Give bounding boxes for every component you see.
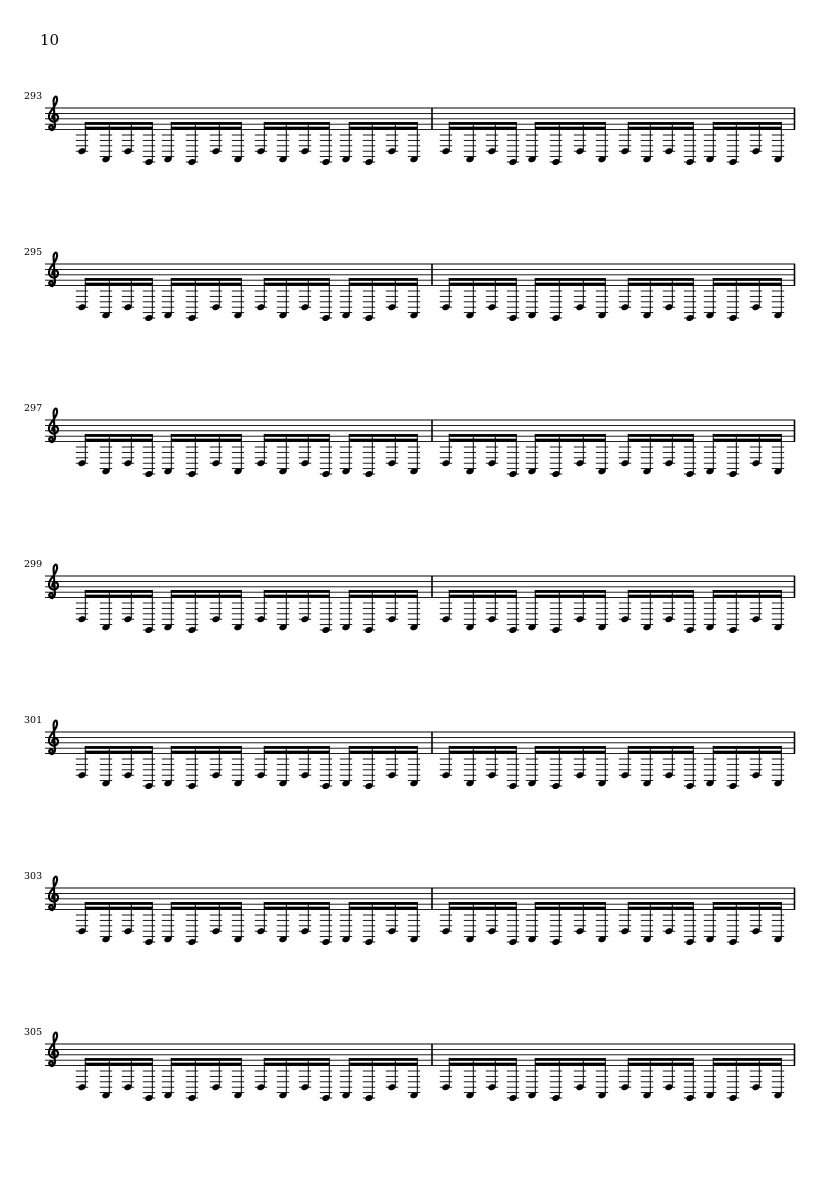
beam [535, 278, 606, 281]
beam [264, 751, 330, 754]
beam [628, 746, 694, 749]
beam [264, 439, 330, 442]
beam [85, 1058, 153, 1061]
beam [535, 1063, 606, 1066]
beam [171, 902, 242, 905]
beam [171, 127, 242, 130]
beam [713, 902, 782, 905]
beam [535, 1058, 606, 1061]
beam [535, 439, 606, 442]
beam [349, 439, 418, 442]
beam [171, 1063, 242, 1066]
beam [264, 1058, 330, 1061]
beam [264, 590, 330, 593]
beam [535, 746, 606, 749]
beam [713, 434, 782, 437]
beam [535, 902, 606, 905]
beam [171, 595, 242, 598]
beam [449, 127, 517, 130]
beam [628, 595, 694, 598]
beam [349, 595, 418, 598]
staff-system [24, 91, 795, 166]
beam [713, 751, 782, 754]
beam [535, 751, 606, 754]
measure-number: 305 [24, 1027, 43, 1038]
staff-system [24, 403, 795, 478]
beam [535, 283, 606, 286]
beam [449, 1058, 517, 1061]
beam [349, 746, 418, 749]
beam [264, 1063, 330, 1066]
beam [85, 122, 153, 125]
beam [628, 283, 694, 286]
beam [171, 439, 242, 442]
beam [349, 1058, 418, 1061]
beam [713, 746, 782, 749]
beam [449, 751, 517, 754]
measure-number: 293 [24, 91, 43, 102]
beam [449, 283, 517, 286]
beam [628, 434, 694, 437]
beam [713, 595, 782, 598]
beam [349, 122, 418, 125]
beam [85, 907, 153, 910]
beam [349, 751, 418, 754]
measure-number: 297 [24, 403, 43, 414]
beam [628, 907, 694, 910]
beam [449, 439, 517, 442]
beam [85, 278, 153, 281]
beam [535, 434, 606, 437]
beam [264, 122, 330, 125]
beam [713, 127, 782, 130]
beam [713, 283, 782, 286]
staff-system [24, 559, 795, 634]
beam [535, 122, 606, 125]
beam [85, 283, 153, 286]
beam [264, 907, 330, 910]
beam [713, 122, 782, 125]
measure-number: 299 [24, 559, 43, 570]
beam [85, 751, 153, 754]
beam [535, 590, 606, 593]
beam [349, 434, 418, 437]
beam [85, 434, 153, 437]
beam [349, 127, 418, 130]
beam [449, 434, 517, 437]
beam [535, 127, 606, 130]
beam [264, 595, 330, 598]
beam [535, 907, 606, 910]
beam [628, 751, 694, 754]
beam [349, 283, 418, 286]
staff-system [24, 1027, 795, 1102]
beam [171, 746, 242, 749]
beam [713, 439, 782, 442]
beam [264, 127, 330, 130]
beam [713, 590, 782, 593]
beam [349, 1063, 418, 1066]
measure-number: 295 [24, 247, 43, 258]
beam [349, 590, 418, 593]
beam [85, 595, 153, 598]
beam [449, 590, 517, 593]
beam [628, 278, 694, 281]
staff-system [24, 871, 795, 946]
beam [171, 751, 242, 754]
beam [713, 278, 782, 281]
page-number: 10 [40, 31, 60, 49]
measure-number: 303 [24, 871, 43, 882]
beam [449, 595, 517, 598]
beam [264, 278, 330, 281]
beam [171, 1058, 242, 1061]
beam [171, 590, 242, 593]
beam [264, 902, 330, 905]
beam [264, 283, 330, 286]
beam [85, 439, 153, 442]
beam [85, 1063, 153, 1066]
beam [449, 122, 517, 125]
beam [713, 1058, 782, 1061]
beam [628, 1058, 694, 1061]
staff-system [24, 247, 795, 322]
beam [171, 122, 242, 125]
beam [449, 907, 517, 910]
beam [85, 746, 153, 749]
measure-number: 301 [24, 715, 43, 726]
beam [449, 902, 517, 905]
beam [535, 595, 606, 598]
beam [85, 127, 153, 130]
beam [349, 907, 418, 910]
beam [349, 902, 418, 905]
beam [349, 278, 418, 281]
beam [449, 1063, 517, 1066]
beam [628, 122, 694, 125]
beam [171, 434, 242, 437]
beam [628, 1063, 694, 1066]
beam [628, 439, 694, 442]
beam [171, 283, 242, 286]
beam [713, 1063, 782, 1066]
beam [264, 746, 330, 749]
beam [85, 902, 153, 905]
beam [85, 590, 153, 593]
beam [713, 907, 782, 910]
beam [628, 902, 694, 905]
beam [449, 278, 517, 281]
beam [628, 590, 694, 593]
beam [171, 278, 242, 281]
staff-system [24, 715, 795, 790]
beam [171, 907, 242, 910]
beam [264, 434, 330, 437]
beam [449, 746, 517, 749]
beam [628, 127, 694, 130]
